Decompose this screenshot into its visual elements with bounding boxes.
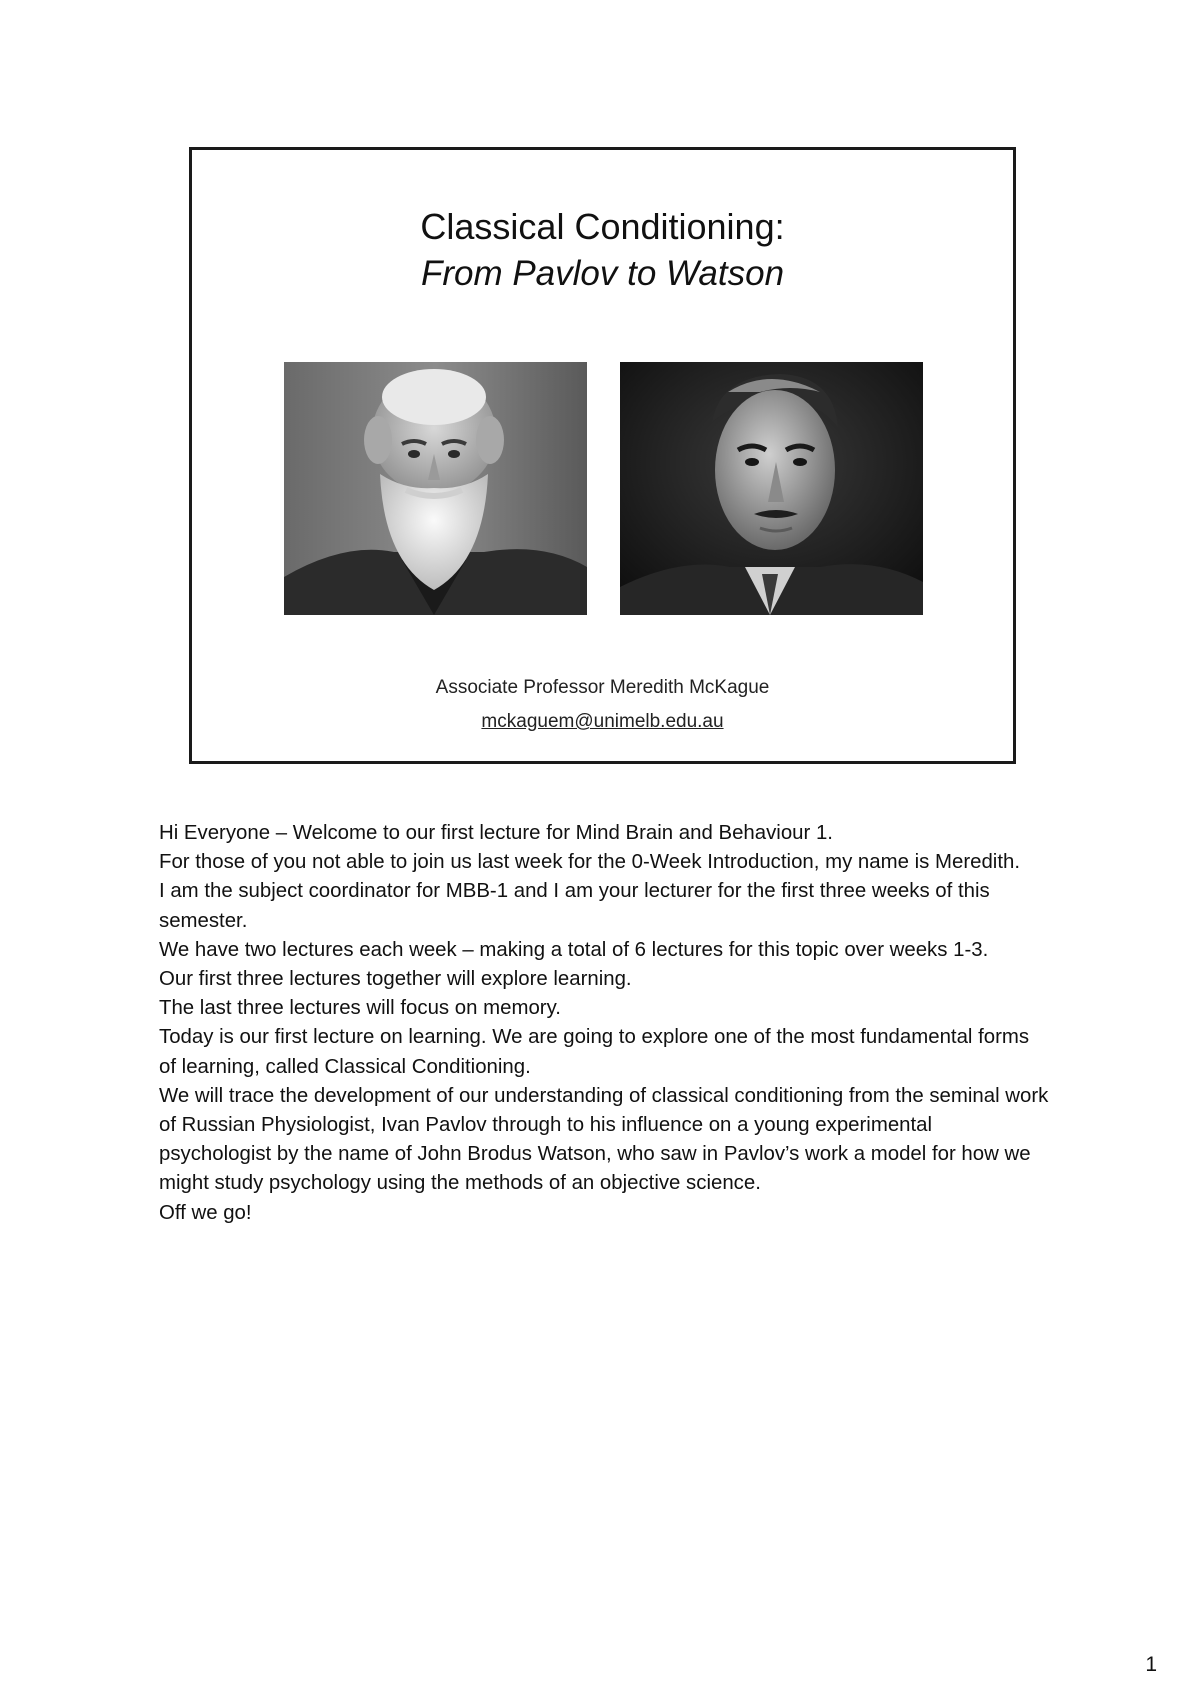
notes-paragraph: I am the subject coordinator for MBB-1 and I am your lecturer for the first three weeks of this semester. — [159, 880, 990, 932]
slide-frame — [189, 147, 1016, 764]
presenter-email — [192, 709, 1013, 735]
notes-paragraph: Today is our first lecture on learning. We are going to explore one of the most fundamental forms of learning, called Classical Conditioning. — [159, 1026, 1030, 1078]
email-link[interactable]: mckaguem@unimelb.edu.au — [481, 711, 724, 732]
notes-paragraph: For those of you not able to join us last week for the 0-Week Introduction, my name is Meredith. — [159, 851, 1020, 874]
presenter-name: Associate Professor Meredith McKague — [435, 677, 770, 698]
slide-title: Classical Conditioning: — [420, 206, 785, 247]
notes-paragraph: The last three lectures will focus on memory. — [159, 997, 561, 1020]
notes-paragraph: We have two lectures each week – making a total of 6 lectures for this topic over weeks 1-3. — [159, 938, 989, 961]
notes-paragraph: Off we go! — [159, 1201, 252, 1224]
portrait-right — [620, 362, 923, 615]
notes-paragraph: Hi Everyone – Welcome to our first lecture for Mind Brain and Behaviour 1. — [159, 822, 833, 844]
slide-subtitle: From Pavlov to Watson — [420, 254, 785, 293]
notes-paragraph: Our first three lectures together will explore learning. — [159, 968, 632, 991]
portrait-man-with-moustache-photo-icon — [620, 362, 923, 615]
portrait-left — [284, 362, 587, 615]
notes-paragraph: We will trace the development of our understanding of classical conditioning from the seminal work of Russian Physiologist, Ivan Pavlov through to his influence on a young experimental psychologist by the name of John Brodus Watson, who saw in Pavlov’s work a model for how we might study psychology using the methods of an objective science. — [159, 1084, 1049, 1195]
speaker-notes — [159, 819, 1049, 1228]
portrait-elderly-bearded-man-photo-icon — [284, 362, 587, 615]
page-number: 1 — [1145, 1653, 1157, 1676]
